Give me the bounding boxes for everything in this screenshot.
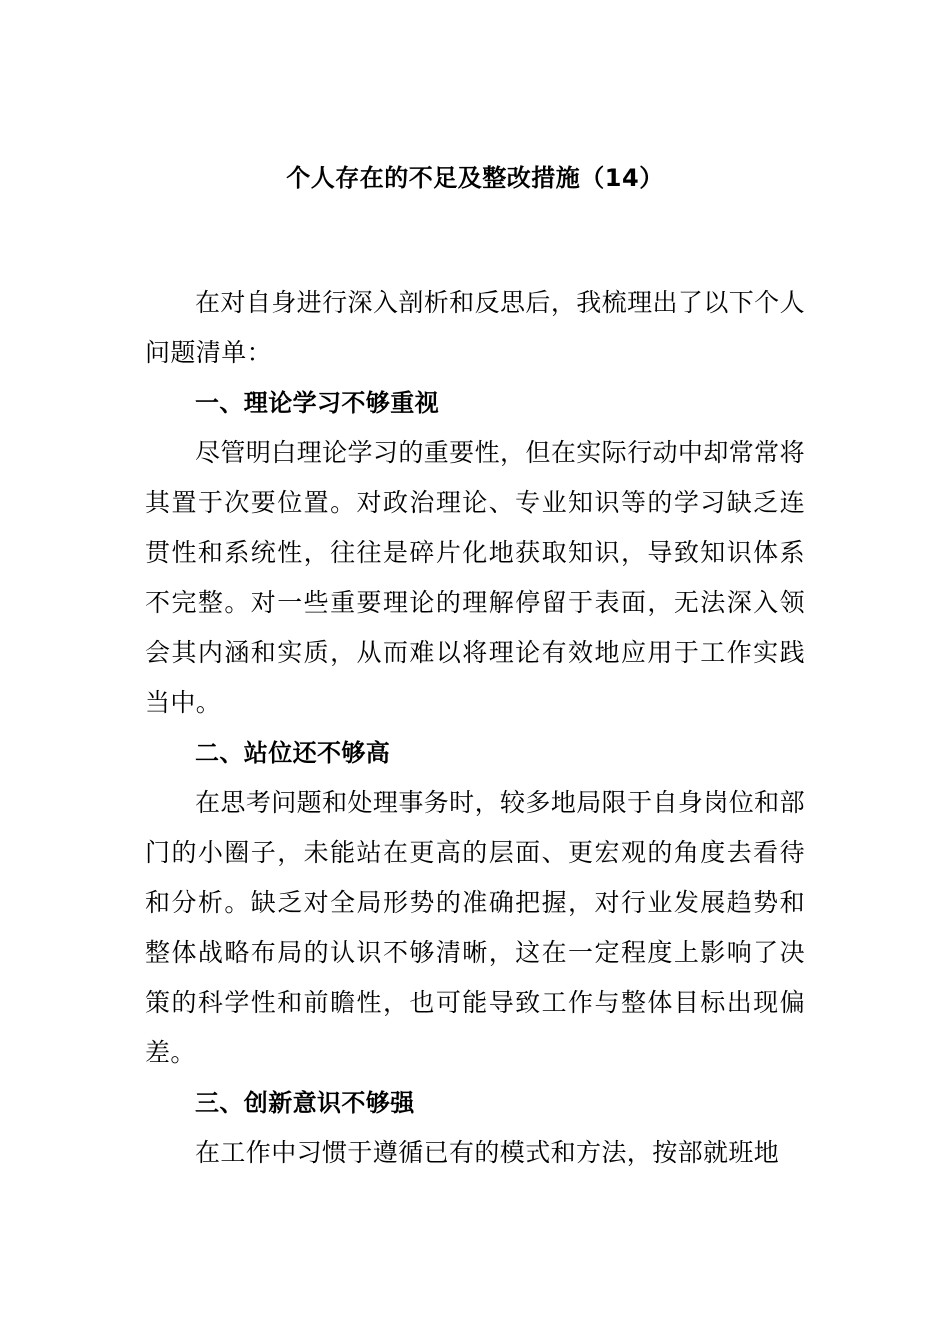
section-3-paragraph: 在工作中习惯于遵循已有的模式和方法，按部就班地: [195, 1138, 780, 1167]
section-3-heading: 三、创新意识不够强: [195, 1089, 415, 1117]
section-2-heading: 二、站位还不够高: [195, 739, 391, 767]
section-1-heading: 一、理论学习不够重视: [195, 389, 439, 417]
document-body: [145, 278, 805, 1178]
document-title: 个人存在的不足及整改措施（14）: [286, 164, 664, 192]
intro-paragraph: 在对自身进行深入剖析和反思后，我梳理出了以下个人问题清单：: [145, 288, 805, 367]
section-1-paragraph: 尽管明白理论学习的重要性，但在实际行动中却常常将其置于次要位置。对政治理论、专业知识等的学习缺乏连贯性和系统性，往往是碎片化地获取知识，导致知识体系不完整。对一些重要理论的理解停留于表面，无法深入领会其内涵和实质，从而难以将理论有效地应用于工作实践当中。: [145, 438, 805, 717]
section-2-paragraph: 在思考问题和处理事务时，较多地局限于自身岗位和部门的小圈子，未能站在更高的层面、更宏观的角度去看待和分析。缺乏对全局形势的准确把握，对行业发展趋势和整体战略布局的认识不够清晰，这在一定程度上影响了决策的科学性和前瞻性，也可能导致工作与整体目标出现偏差。: [145, 788, 805, 1067]
